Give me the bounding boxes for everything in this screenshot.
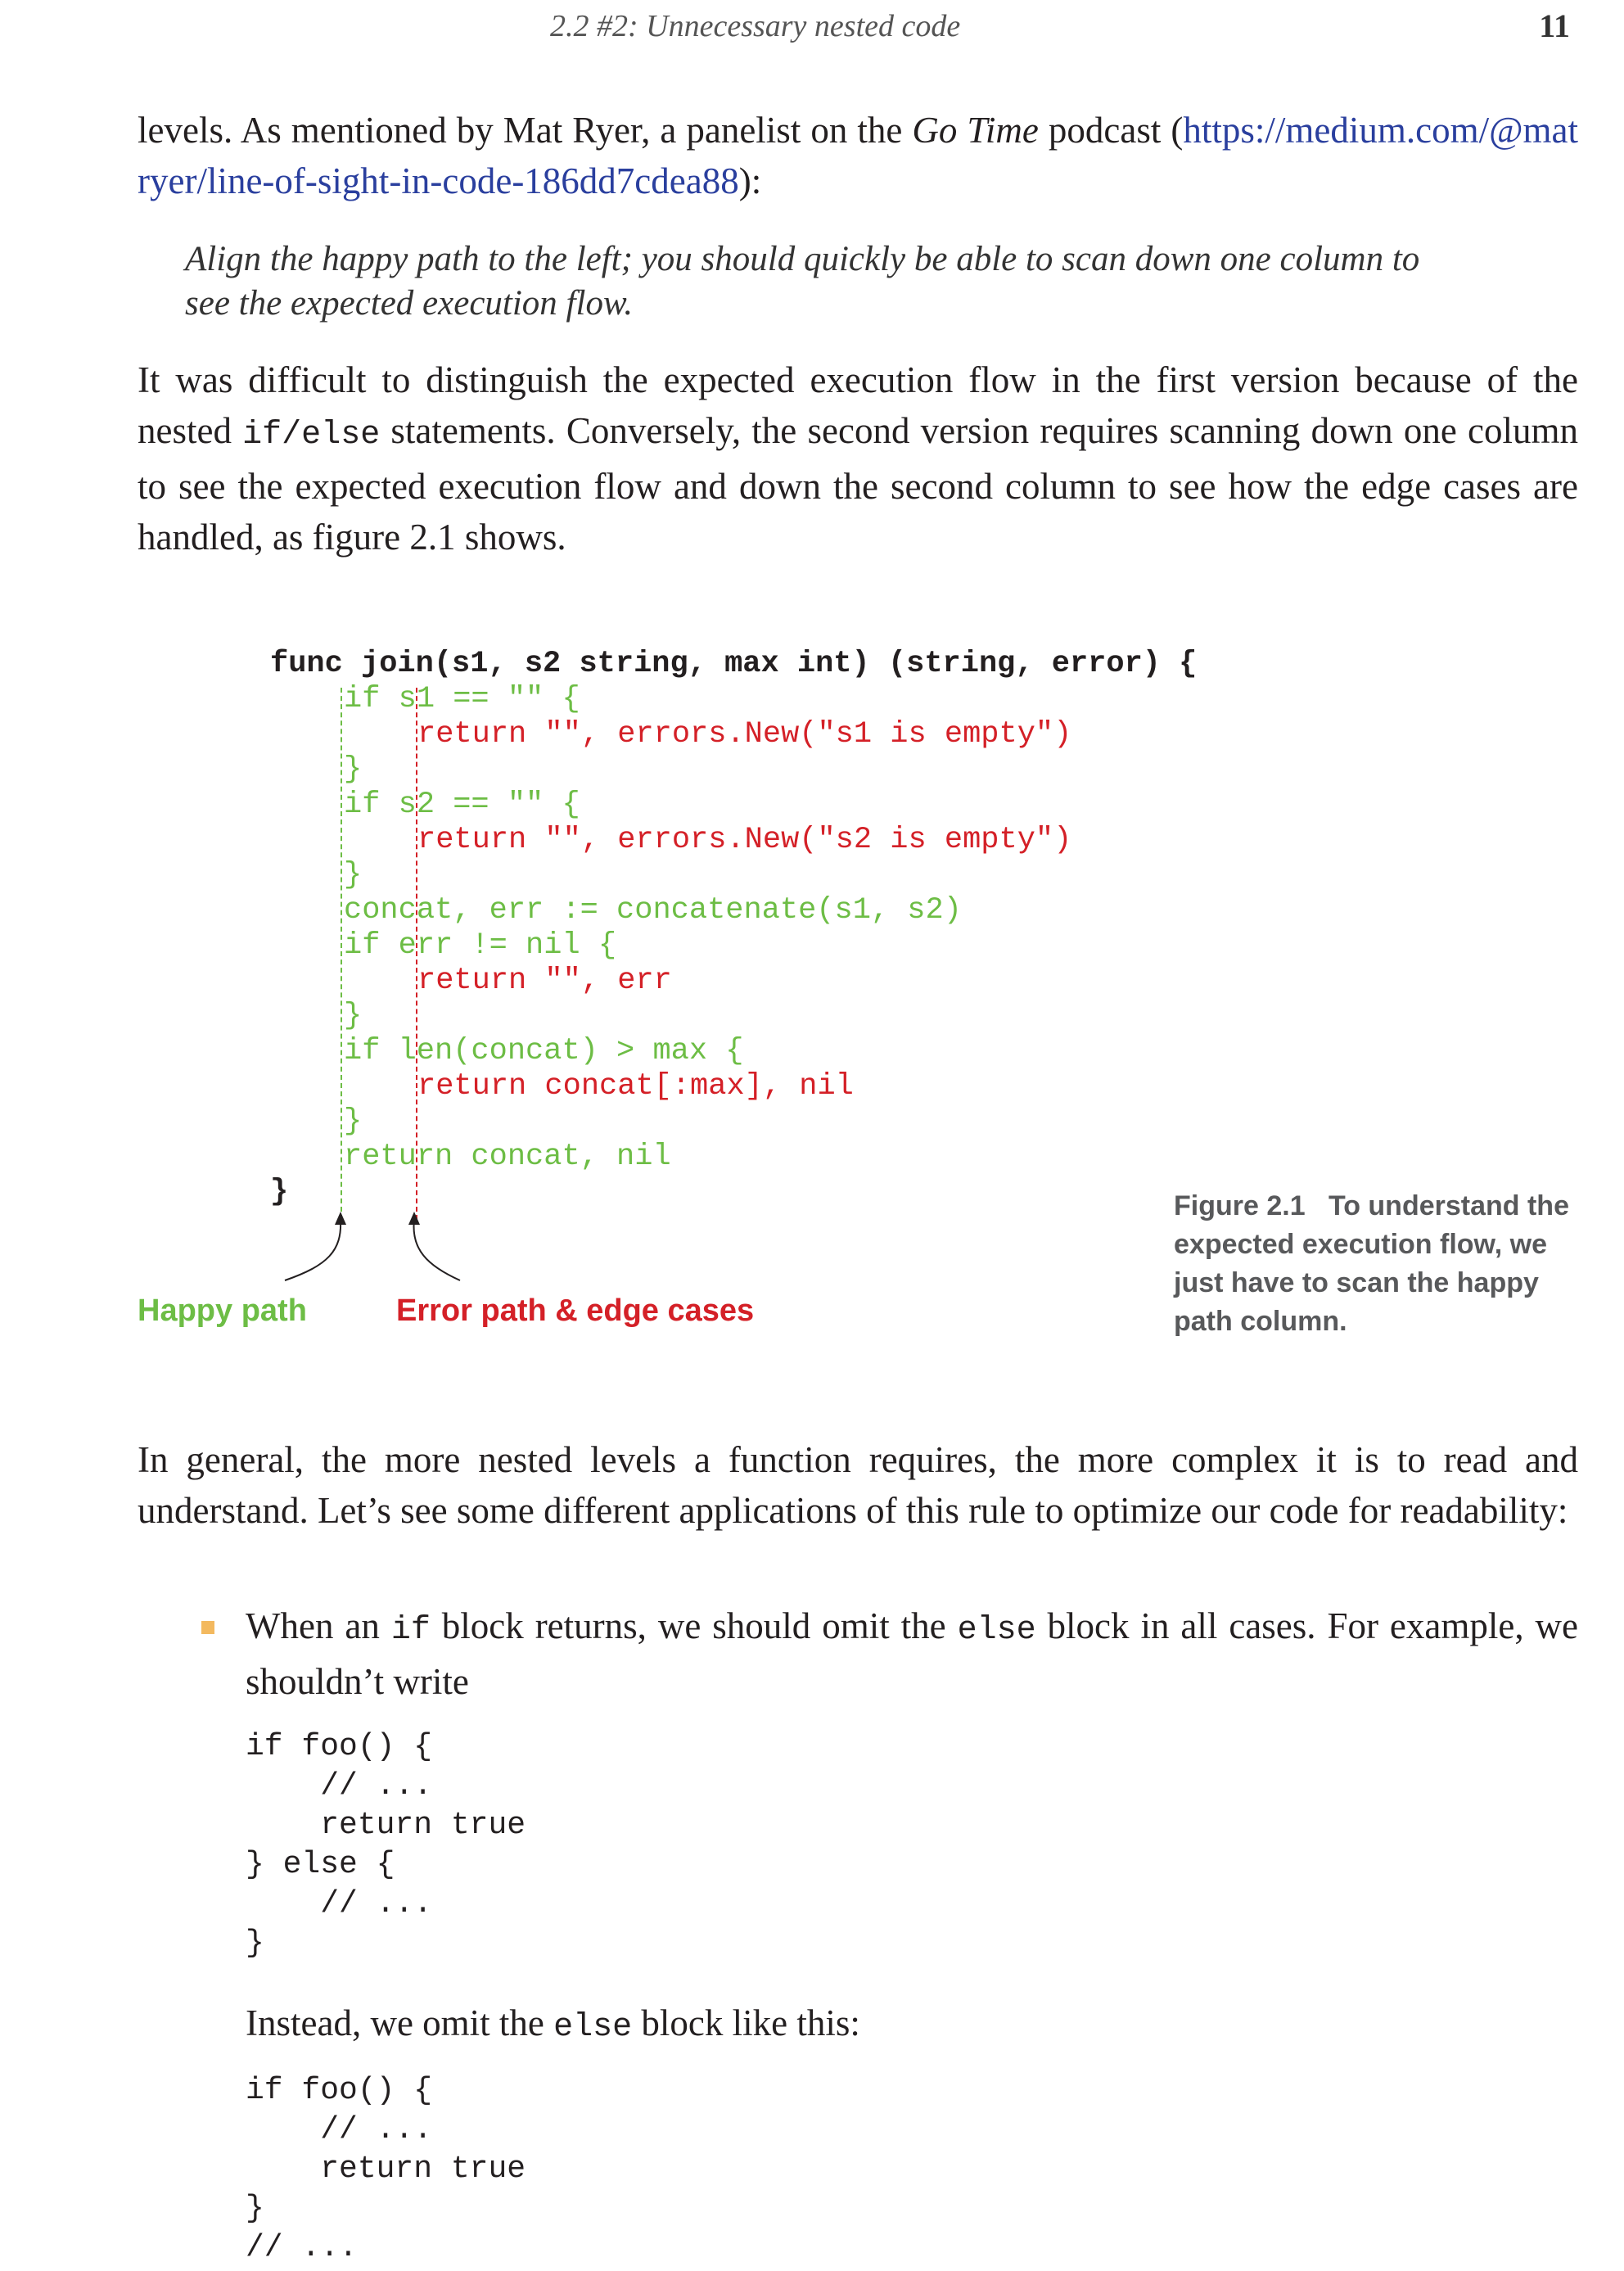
inline-code: else [553,2009,633,2046]
running-header [0,7,1624,56]
block-quote: Align the happy path to the left; you should quickly be able to scan down one column to see the expected execution flow. [185,240,1420,323]
inline-code: else [957,1612,1036,1649]
code-line-happy-path: return concat, nil [344,1140,671,1174]
code-line-happy-path: } [344,858,363,892]
paragraph-text: podcast ( [1038,110,1184,151]
code-line-happy-path: if len(concat) > max { [344,1034,744,1068]
paragraph-text: block like this: [632,2002,860,2043]
code-line-function: func join(s1, s2 string, max int) (string, error) { [270,647,1198,681]
section-title: 2.2 #2: Unnecessary nested code [550,9,961,43]
code-line-happy-path: if err != nil { [344,928,617,963]
figure-caption [1174,1187,1583,1341]
code-line-happy-path: concat, err := concatenate(s1, s2) [344,893,962,928]
code-line-function: } [270,1175,289,1209]
code-listing-without-else: if foo() { // ... return true } // ... [246,2073,526,2265]
inline-code: if [390,1612,431,1649]
paragraph-text: statements. Conversely, the second version requires scanning down one column to see the expected execution flow and down the second column to see how the edge cases are handled, as figure 2.1 shows. [138,410,1578,558]
code-line-error-path: return concat[:max], nil [417,1069,854,1104]
code-line-happy-path: if s1 == "" { [344,682,580,716]
error-arrowhead-icon [408,1212,420,1225]
happy-path-label: Happy path [138,1294,307,1328]
error-path-label: Error path & edge cases [396,1294,755,1328]
medium-article-link[interactable]: https://medium.com/@matryer/line-of-sight-in-code-186dd7cdea88 [138,110,1579,201]
figure-2-1 [0,630,1624,1351]
paragraph-text: levels. As mentioned by Mat Ryer, a panelist on the [138,110,913,151]
paragraph-explanation [138,354,1578,562]
podcast-name: Go Time [912,110,1039,151]
paragraph-text: ): [738,160,762,201]
bullet-text: block returns, we should omit the [430,1605,958,1646]
paragraph-instead [246,1998,1578,2053]
code-listing-with-else: if foo() { // ... return true } else { // ... } [246,1729,526,1961]
bullet-item-omit-else [246,1601,1578,1707]
paragraph-text: Instead, we omit the [246,2002,554,2043]
happy-path-guide-line [341,688,342,1220]
error-path-guide-line [416,688,417,1220]
bullet-text: block in all cases. For example, we shouldn’t write [246,1605,1578,1702]
happy-arrowhead-icon [335,1212,346,1225]
code-line-error-path: return "", err [417,964,672,998]
code-line-happy-path: } [344,752,363,787]
code-line-happy-path: if s2 == "" { [344,788,580,822]
figure-number: Figure 2.1 [1174,1190,1306,1221]
bullet-square-icon [201,1621,214,1634]
error-arrow-icon [413,1220,460,1280]
paragraph-general: In general, the more nested levels a function requires, the more complex it is to read and understand. Let’s see some different applications of this rule to optimize our code for readability: [138,1439,1578,1531]
code-line-happy-path: } [344,1104,363,1139]
inline-code: if/else [242,417,381,454]
bullet-text: When an [246,1605,391,1646]
code-line-error-path: return "", errors.New("s2 is empty") [417,823,1072,857]
paragraph-text: It was difficult to distinguish the expected execution flow in the first version because of the nested [138,359,1578,451]
happy-arrow-icon [285,1220,341,1280]
arrows-svg [270,1210,483,1300]
caption-text: To understand the expected execution flow, we just have to scan the happy path column. [1174,1190,1569,1337]
code-line-happy-path: } [344,999,363,1033]
code-line-error-path: return "", errors.New("s1 is empty") [417,717,1072,752]
page-number: 11 [1539,7,1570,44]
paragraph-intro [138,105,1578,206]
